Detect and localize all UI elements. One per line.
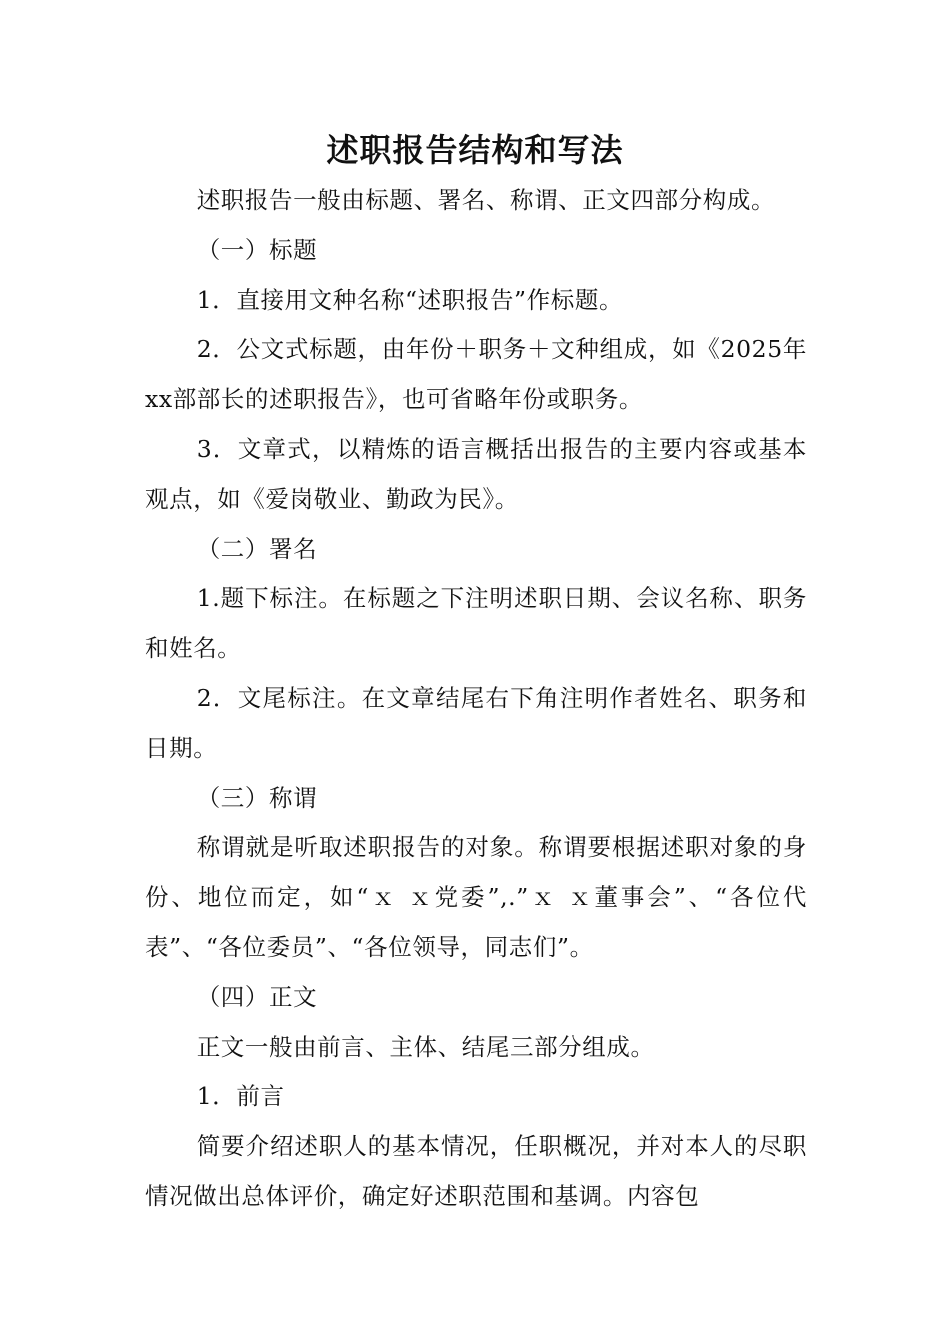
section-heading-signature: （二）署名 xyxy=(196,534,318,563)
paragraph: 2．公文式标题，由年份＋职务＋文种组成，如《2025年xx部部长的述职报告》，也可省略年份或职务。 xyxy=(145,335,807,414)
paragraph: 称谓就是听取述职报告的对象。称谓要根据述职对象的身份、地位而定，如“ｘ ｘ党委”,.”ｘ ｘ董事会”、“各位代表”、“各位委员”、“各位领导，同志们”。 xyxy=(145,833,807,961)
paragraph: 简要介绍述职人的基本情况，任职概况，并对本人的尽职情况做出总体评价，确定好述职范围和基调。内容包 xyxy=(145,1132,807,1210)
paragraph: 1．直接用文种名称“述职报告”作标题。 xyxy=(196,285,624,314)
document-title: 述职报告结构和写法 xyxy=(326,131,624,169)
section-heading-salutation: （三）称谓 xyxy=(196,783,318,812)
document-body xyxy=(145,176,807,1222)
paragraph: 2．文尾标注。在文章结尾右下角注明作者姓名、职务和日期。 xyxy=(145,683,807,762)
subsection-heading-preface: 1．前言 xyxy=(196,1082,285,1111)
paragraph-intro: 述职报告一般由标题、署名、称谓、正文四部分构成。 xyxy=(196,186,776,214)
section-heading-title: （一）标题 xyxy=(196,235,318,264)
paragraph: 正文一般由前言、主体、结尾三部分组成。 xyxy=(196,1032,655,1061)
paragraph: 3．文章式，以精炼的语言概括出报告的主要内容或基本观点，如《爱岗敬业、勤政为民》。 xyxy=(145,434,807,513)
section-heading-body: （四）正文 xyxy=(196,982,318,1011)
paragraph: 1.题下标注。在标题之下注明述职日期、会议名称、职务和姓名。 xyxy=(145,584,807,663)
